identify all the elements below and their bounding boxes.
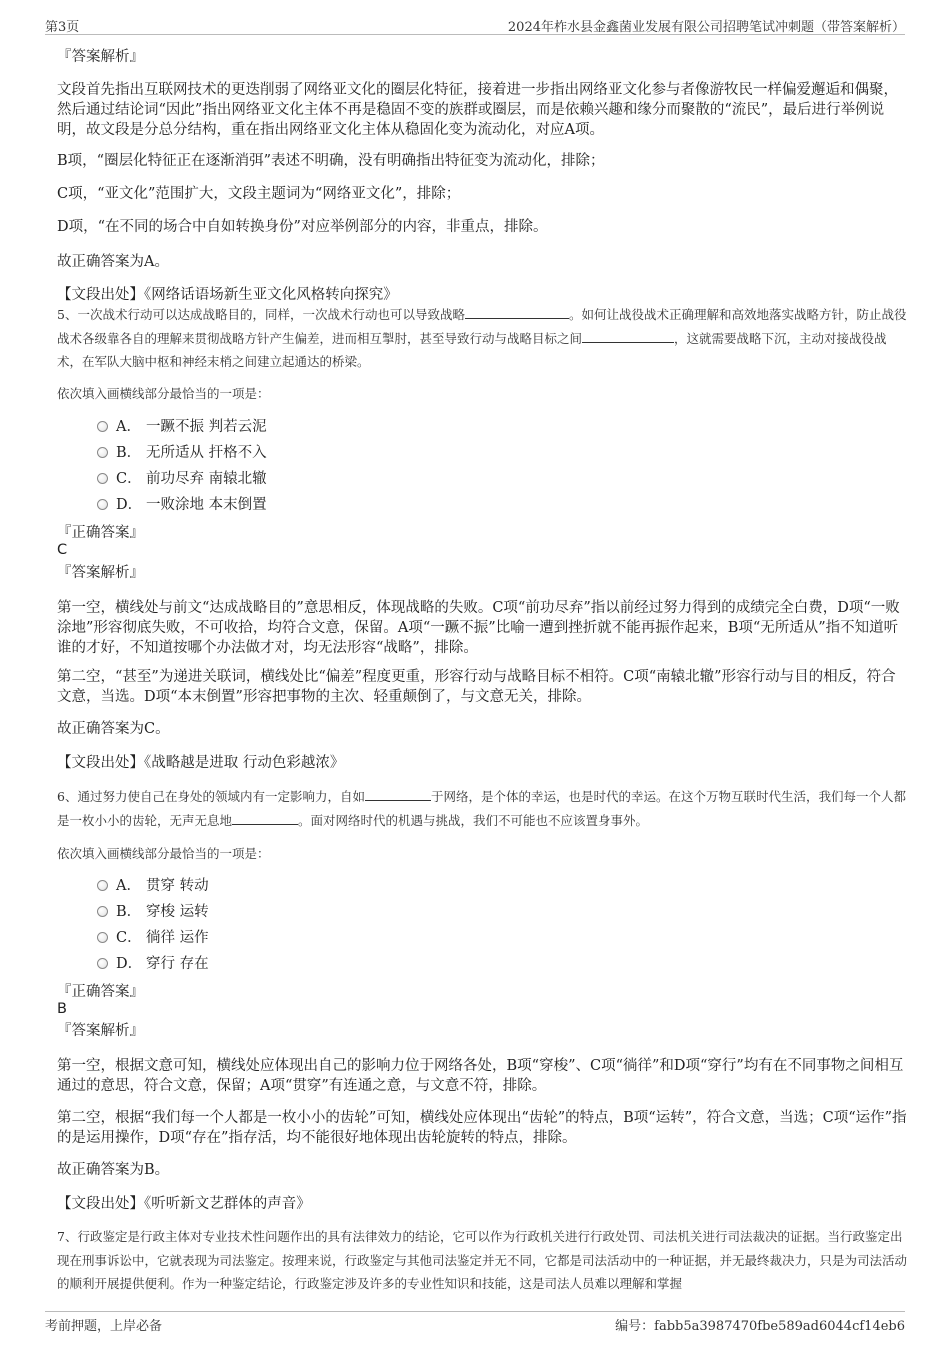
q5-analysis-label: 『答案解析』 bbox=[57, 565, 144, 581]
q5-option-a[interactable]: A． 一蹶不振 判若云泥 bbox=[97, 417, 267, 437]
q6-option-b[interactable]: B． 穿梭 运转 bbox=[97, 902, 209, 922]
q5-stem bbox=[57, 303, 907, 374]
q5-option-b[interactable]: B． 无所适从 扞格不入 bbox=[97, 443, 267, 463]
q4-conclusion: 故正确答案为A。 bbox=[57, 254, 169, 270]
radio-icon[interactable] bbox=[97, 421, 108, 432]
q5-stem-part2: 。如何让战役战术正确理解和高效地落实战略方针，防止战役战术各级靠各自的理解来贯彻战略方针产生偏差，进而相互掣肘，甚至导致行动与战略目标之间 bbox=[57, 307, 907, 346]
q7-stem: 7、行政鉴定是行政主体对专业技术性问题作出的具有法律效力的结论，它可以作为行政机关进行行政处罚、司法机关进行司法裁决的证据。当行政鉴定出现在刑事诉讼中，它就表现为司法鉴定。按理来说，行政鉴定与其他司法鉴定并无不同，它都是司法活动中的一种证据，并无最终裁决力，只是为司法活动的顺利开展提供便利。作为一种鉴定结论，行政鉴定涉及许多的专业性知识和技能，这是司法人员难以理解和掌握 bbox=[57, 1229, 908, 1291]
q5-prompt: 依次填入画横线部分最恰当的一项是： bbox=[57, 386, 270, 401]
q6-correct-label: 『正确答案』 bbox=[57, 984, 144, 1000]
q6-stem bbox=[57, 785, 907, 832]
page-number: 第3页 bbox=[45, 20, 80, 35]
q5-analysis-p1: 第一空，横线处与前文“达成战略目的”意思相反，体现战略的失败。C项“前功尽弃”指以前经过努力得到的成绩完全白费，D项“一败涂地”形容彻底失败，不可收拾，均符合文意，保留。A项“一蹶不振”比喻一遭到挫折就不能再振作起来，B项“无所适从”指不知道听谁的才好，不知道按哪个办法做才对，均无法形容“战略”，排除。 bbox=[57, 600, 900, 656]
header-divider bbox=[45, 34, 905, 35]
radio-icon[interactable] bbox=[97, 473, 108, 484]
q6-prompt: 依次填入画横线部分最恰当的一项是： bbox=[57, 846, 270, 861]
q6-option-a[interactable]: A． 贯穿 转动 bbox=[97, 876, 209, 896]
q6-conclusion: 故正确答案为B。 bbox=[57, 1162, 170, 1178]
q4-source: 【文段出处】《网络话语场新生亚文化风格转向探究》 bbox=[57, 287, 398, 303]
radio-icon[interactable] bbox=[97, 906, 108, 917]
radio-icon[interactable] bbox=[97, 958, 108, 969]
q4-analysis-label: 『答案解析』 bbox=[57, 49, 144, 65]
radio-icon[interactable] bbox=[97, 932, 108, 943]
q4-analysis-p1: 文段首先指出互联网技术的更迭削弱了网络亚文化的圈层化特征，接着进一步指出网络亚文化参与者像游牧民一样偏爱邂逅和偶聚，然后通过结论词“因此”指出网络亚文化主体不再是稳固不变的族群或圈层，而是依赖兴趣和缘分而聚散的“流民”，最后进行举例说明，故文段是分总分结构，重在指出网络亚文化主体从稳固化变为流动化，对应A项。 bbox=[57, 82, 898, 138]
footer-slogan: 考前押题，上岸必备 bbox=[45, 1319, 163, 1334]
footer-divider bbox=[45, 1311, 905, 1312]
q6-stem-part3: 。面对网络时代的机遇与挑战，我们不可能也不应该置身事外。 bbox=[298, 812, 649, 828]
q5-blank-2 bbox=[582, 329, 674, 343]
radio-icon[interactable] bbox=[97, 880, 108, 891]
q5-option-c[interactable]: C． 前功尽弃 南辕北辙 bbox=[97, 469, 267, 489]
q5-analysis-p2: 第二空，“甚至”为递进关联词，横线处比“偏差”程度更重，形容行动与战略目标不相符。C项“南辕北辙”形容行动与目的相反，符合文意，当选。D项“本末倒置”形容把事物的主次、轻重颠倒了，与文意无关，排除。 bbox=[57, 669, 896, 705]
q5-correct-answer: C bbox=[57, 542, 68, 558]
q6-stem-part2: 于网络，是个体的幸运，也是时代的幸运。在这个万物互联时代生活，我们每一个人都是一枚小小的齿轮，无声无息地 bbox=[57, 789, 906, 828]
document-title: 2024年柞水县金鑫菌业发展有限公司招聘笔试冲刺题（带答案解析） bbox=[507, 20, 905, 35]
q6-analysis-label: 『答案解析』 bbox=[57, 1023, 144, 1039]
document-id: 编号：fabb5a3987470fbe589ad6044cf14eb6 bbox=[615, 1319, 905, 1334]
q5-stem-part1: 5、一次战术行动可以达成战略目的，同样，一次战术行动也可以导致战略 bbox=[57, 307, 465, 322]
q6-correct-answer: B bbox=[57, 1001, 67, 1017]
q5-correct-label: 『正确答案』 bbox=[57, 525, 144, 541]
q4-analysis-p3: C项，“亚文化”范围扩大，文段主题词为“网络亚文化”，排除； bbox=[57, 186, 461, 202]
q6-blank-1 bbox=[365, 787, 431, 801]
q4-analysis-p4: D项，“在不同的场合中自如转换身份”对应举例部分的内容，非重点，排除。 bbox=[57, 219, 548, 235]
q6-blank-2 bbox=[232, 811, 298, 825]
q6-analysis-p2: 第二空，根据“我们每一个人都是一枚小小的齿轮”可知，横线处应体现出“齿轮”的特点，B项“运转”，符合文意，当选；C项“运作”指的是运用操作，D项“存在”指存活，均不能很好地体现出齿轮旋转的特点，排除。 bbox=[57, 1110, 907, 1146]
radio-icon[interactable] bbox=[97, 447, 108, 458]
q6-analysis-p1: 第一空，根据文意可知，横线处应体现出自己的影响力位于网络各处，B项“穿梭”、C项“徜徉”和D项“穿行”均有在不同事物之间相互通过的意思，符合文意，保留；A项“贯穿”有连通之意，与文意不符，排除。 bbox=[57, 1058, 904, 1094]
q6-option-d[interactable]: D． 穿行 存在 bbox=[97, 954, 209, 974]
q4-analysis-p2: B项，“圈层化特征正在逐渐消弭”表述不明确，没有明确指出特征变为流动化，排除； bbox=[57, 153, 605, 169]
q5-option-d[interactable]: D． 一败涂地 本末倒置 bbox=[97, 495, 267, 515]
q6-option-c[interactable]: C． 徜徉 运作 bbox=[97, 928, 209, 948]
q5-blank-1 bbox=[465, 305, 569, 319]
q5-source: 【文段出处】《战略越是进取 行动色彩越浓》 bbox=[57, 755, 345, 771]
radio-icon[interactable] bbox=[97, 499, 108, 510]
q6-stem-part1: 6、通过努力使自己在身处的领域内有一定影响力，自如 bbox=[57, 789, 365, 804]
q6-source: 【文段出处】《听听新文艺群体的声音》 bbox=[57, 1196, 311, 1212]
q5-conclusion: 故正确答案为C。 bbox=[57, 721, 170, 737]
q5-stem-part3: ，这就需要战略下沉，主动对接战役战术，在军队大脑中枢和神经末梢之间建立起通达的桥梁。 bbox=[57, 330, 887, 369]
